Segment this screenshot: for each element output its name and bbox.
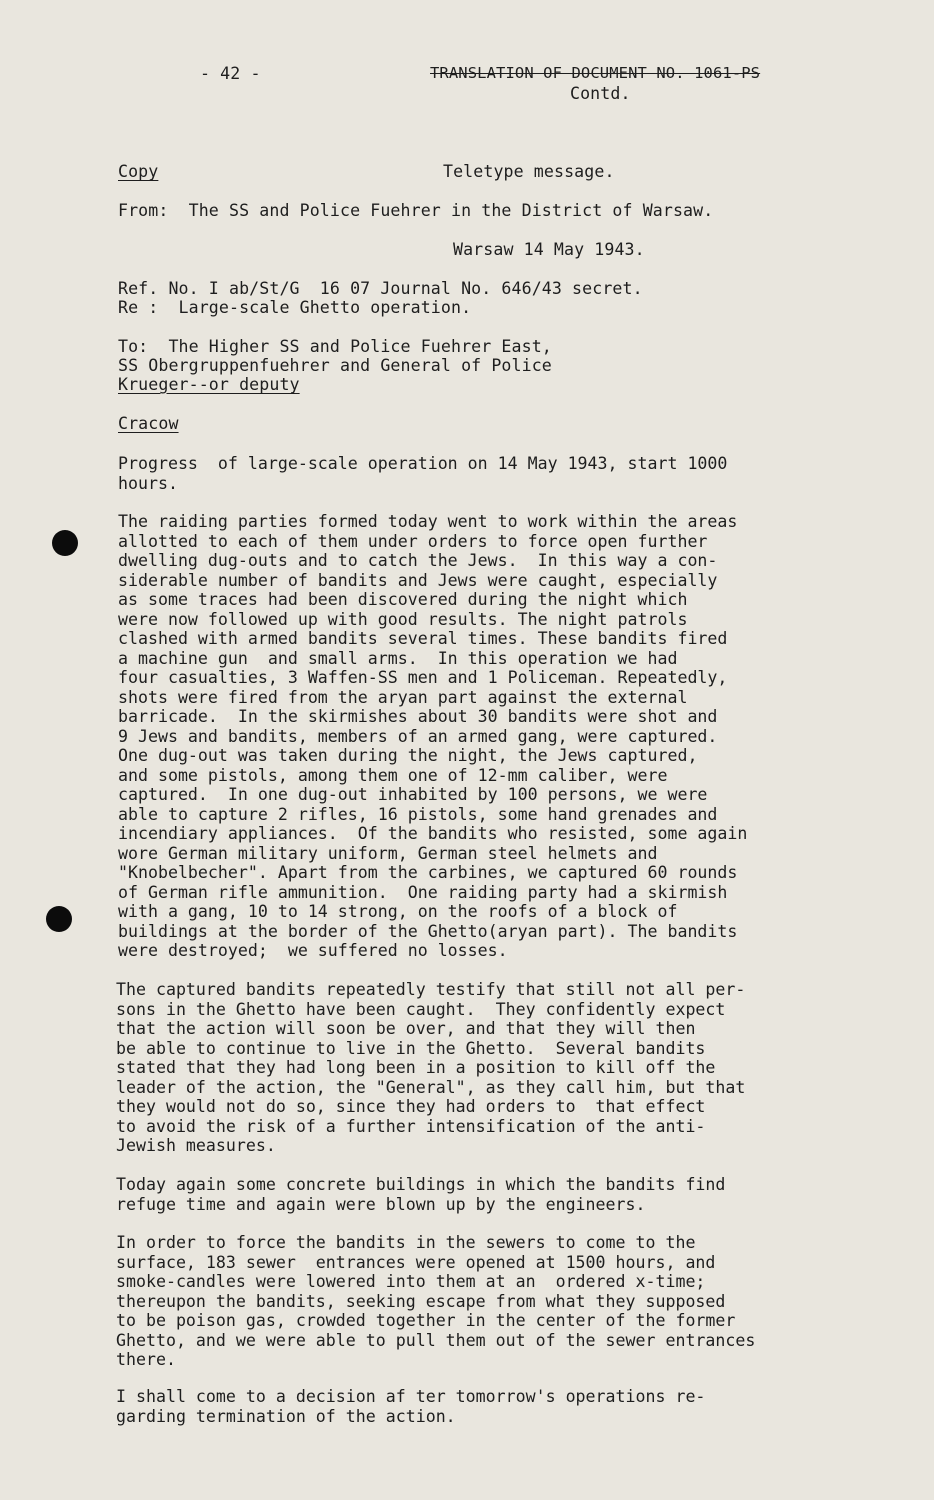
paragraph-sewers — [116, 1233, 755, 1370]
text-line: and some pistols, among them one of 12-mm caliber, were — [118, 765, 668, 785]
punch-hole-upper — [52, 530, 78, 556]
text-line: "Knobelbecher". Apart from the carbines, we captured 60 rounds — [118, 863, 738, 882]
text-line: allotted to each of them under orders to force open further — [118, 531, 708, 551]
text-line: Progress of large-scale operation on 14 May 1943, start 1000 — [118, 454, 728, 473]
text-line: leader of the action, the "General", as they call him, but that — [116, 1077, 746, 1097]
text-line: a machine gun and small arms. In this operation we had — [118, 648, 678, 668]
to-line-3: Krueger--or deputy — [118, 375, 300, 394]
copy-label: Copy — [118, 162, 159, 181]
text-line: to avoid the risk of a further intensification of the anti- — [116, 1116, 706, 1136]
text-line: clashed with armed bandits several times. These bandits fired — [118, 629, 728, 648]
punch-hole-lower — [46, 906, 72, 932]
text-line: thereupon the bandits, seeking escape from what they supposed — [116, 1291, 726, 1311]
text-line: 9 Jews and bandits, members of an armed gang, were captured. — [118, 726, 718, 746]
text-line: able to capture 2 rifles, 16 pistols, some hand grenades and — [118, 804, 718, 824]
text-line: buildings at the border of the Ghetto(aryan part). The bandits — [118, 921, 738, 941]
date-line: Warsaw 14 May 1943. — [453, 240, 645, 259]
text-line: be able to continue to live in the Ghetto. Several bandits — [116, 1038, 706, 1058]
text-line: Ghetto, and we were able to pull them out of the sewer entrances — [116, 1330, 756, 1350]
text-line: smoke-candles were lowered into them at an ordered x-time; — [116, 1272, 706, 1291]
text-line: were now followed up with good results. The night patrols — [118, 609, 688, 629]
text-line: four casualties, 3 Waffen-SS men and 1 Policeman. Repeatedly, — [118, 668, 728, 687]
text-line: Jewish measures. — [116, 1136, 276, 1155]
message-type: Teletype message. — [443, 162, 615, 181]
paragraph-decision — [116, 1387, 705, 1426]
to-line-1: To: The Higher SS and Police Fuehrer East, — [118, 337, 552, 356]
paragraph-raiding-parties — [118, 512, 747, 961]
continued-label: Contd. — [570, 84, 631, 103]
page-number: - 42 - — [200, 64, 261, 83]
text-line: One dug-out was taken during the night, the Jews captured, — [118, 746, 698, 765]
text-line: stated that they had long been in a position to kill off the — [116, 1058, 716, 1077]
text-line: I shall come to a decision af ter tomorrow's operations re- — [116, 1387, 706, 1406]
text-line: In order to force the bandits in the sewers to come to the — [116, 1233, 696, 1252]
text-line: that the action will soon be over, and that they will then — [116, 1019, 696, 1038]
text-line: The raiding parties formed today went to work within the areas — [118, 512, 738, 531]
paragraph-concrete-buildings — [116, 1175, 725, 1214]
document-reference: TRANSLATION OF DOCUMENT NO. 1061-PS — [430, 64, 761, 82]
text-line: sons in the Ghetto have been caught. They confidently expect — [116, 999, 726, 1019]
reference-line: Ref. No. I ab/St/G 16 07 Journal No. 646/43 secret. — [118, 279, 643, 298]
text-line: incendiary appliances. Of the bandits who resisted, some again — [118, 824, 748, 843]
text-line: Today again some concrete buildings in which the bandits find — [116, 1175, 726, 1194]
text-line: refuge time and again were blown up by the engineers. — [116, 1194, 646, 1214]
subject-line: Re : Large-scale Ghetto operation. — [118, 298, 472, 317]
text-line: they would not do so, since they had orders to that effect — [116, 1097, 706, 1116]
text-line: shots were fired from the aryan part against the external — [118, 687, 688, 707]
text-line: to be poison gas, crowded together in the center of the former — [116, 1311, 736, 1330]
text-line: captured. In one dug-out inhabited by 100 persons, we were — [118, 785, 708, 804]
text-line: hours. — [118, 473, 178, 493]
text-line: siderable number of bandits and Jews were caught, especially — [118, 570, 718, 590]
text-line: were destroyed; we suffered no losses. — [118, 941, 508, 960]
text-line: barricade. In the skirmishes about 30 bandits were shot and — [118, 707, 718, 726]
paragraph-captured-bandits — [116, 980, 745, 1156]
text-line: surface, 183 sewer entrances were opened at 1500 hours, and — [116, 1252, 716, 1272]
text-line: garding termination of the action. — [116, 1406, 456, 1426]
text-line: The captured bandits repeatedly testify that still not all per- — [116, 980, 746, 999]
text-line: with a gang, 10 to 14 strong, on the roofs of a block of — [118, 902, 678, 921]
paragraph-progress — [118, 454, 727, 493]
to-line-2: SS Obergruppenfuehrer and General of Police — [118, 356, 552, 375]
text-line: dwelling dug-outs and to catch the Jews. In this way a con- — [118, 551, 718, 570]
from-line: From: The SS and Police Fuehrer in the District of Warsaw. — [118, 201, 714, 220]
text-line: there. — [116, 1350, 176, 1369]
text-line: wore German military uniform, German steel helmets and — [118, 843, 658, 863]
text-line: of German rifle ammunition. One raiding party had a skirmish — [118, 882, 728, 902]
text-line: as some traces had been discovered during the night which — [118, 590, 688, 609]
destination-city: Cracow — [118, 414, 179, 433]
